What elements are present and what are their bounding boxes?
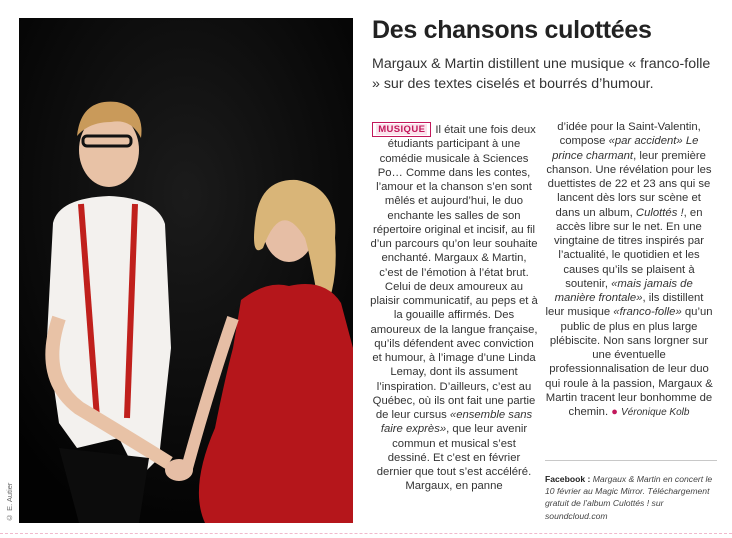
category-tag: MUSIQUE [372, 122, 431, 137]
column-2-paragraph: d’idée pour la Saint-Valentin, compose «par accident» Le prince charmant, leur première chanson. Une révélation pour les duettistes de 22 et 23 ans qui se lancent dès lors sur scène et dans un album, Culottés !, en accès libre sur le net. En une vingtaine de titres inspirés par l’actualité, le quotidien et les causes qu’ils se plaisent à soutenir, «mais jamais de manière frontale», ils distillent leur musique «franco-folle» qu’un public de plus en plus large plébiscite. Non sans lorgner sur une éventuelle professionnalisation de leur duo qui roule à la passion, Margaux & Martin tracent leur bonhomme de chemin. ● Véronique Kolb [545, 121, 713, 418]
article-title: Des chansons culottées [372, 16, 652, 44]
author-signature: Véronique Kolb [621, 407, 690, 418]
facebook-text: Margaux & Martin en concert le 10 février au Magic Mirror. Téléchargement gratuit de l’album Culottés ! sur soundcloud.com [545, 474, 713, 521]
facebook-label: Facebook : [545, 474, 591, 484]
concert-photo [19, 18, 353, 523]
bottom-divider [0, 533, 732, 534]
signature-bullet-icon: ● [611, 406, 618, 418]
performers-illustration [19, 18, 353, 523]
column-1-paragraph: MUSIQUE Il était une fois deux étudiants participant à une comédie musicale à Sciences Po… Comme dans les contes, l’amour et la chanson s’en sont mêlés et aujourd’hui, le duo enchante les salles de son répertoire original et incisif, au fil d’un parcours qu’on leur souhaite enchanté. Margaux & Martin, c’est de l’émotion à l’état brut. Celui de deux amoureux au plaisir communicatif, au peps et à la gouaille affirmés. Des amoureux de la langue française, qu’ils défendent avec conviction et humour, à l’image d’une Linda Lemay, dont ils assument l’inspiration. D’ailleurs, c’est au Québec, où ils ont fait une partie de leur cursus «ensemble sans faire exprès», que leur avenir commun et musical s’est dessiné. Et c’est en février dernier que tout s’est accéléré. Margaux, en panne [370, 124, 538, 493]
photo-credit: © E. Autier [5, 482, 14, 522]
facebook-box [545, 460, 717, 522]
article-column-1 [370, 122, 538, 494]
article-column-2 [545, 120, 713, 420]
article-lead: Margaux & Martin distillent une musique « franco-folle » sur des textes ciselés et bourrés d’humour. [372, 56, 711, 92]
